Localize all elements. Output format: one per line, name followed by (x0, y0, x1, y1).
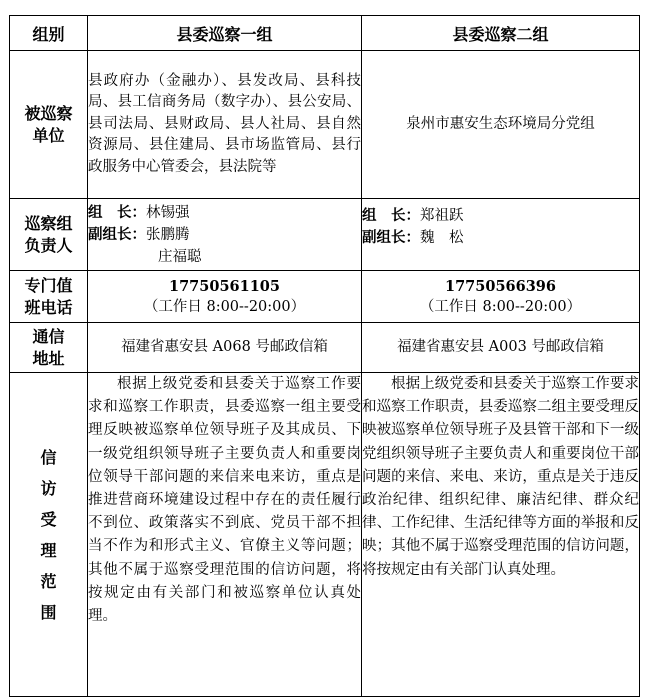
deputy-name-a-1: 张鹏腾 (146, 226, 190, 243)
scope-group-b: 根据上级党委和县委关于巡察工作要求和巡察工作职责，县委巡察二组主要受理反映被巡察单位领导班子及县管干部和下一级党组织领导班子主要负责人和重要岗位干部问题的来信、来电、来访，重点是关于违反政治纪律、组织纪律、廉洁纪律、群众纪律、工作纪律、生活纪律等方面的举报和反映；其他不属于巡察受理范围的信访问题，将按规定由有关部门认真处理。 (362, 373, 640, 697)
inspected-units-label-text: 被巡察单位 (24, 103, 73, 145)
address-row (10, 323, 640, 373)
hotline-row (10, 271, 640, 323)
scope-group-a: 根据上级党委和县委关于巡察工作要求和巡察工作职责，县委巡察一组主要受理反映被巡察单位领导班子及其成员、下一级党组织领导班子主要负责人和重要岗位领导干部问题的来信来电来访，重点是推进营商环境建设过程中存在的责任履行不到位、政策落实不到底、党员干部不担当不作为和形式主义、官僚主义等问题；其他不属于巡察受理范围的信访问题，将按规定由有关部门和被巡察单位认真处理。 (88, 373, 362, 697)
scope-label-text: 信访受理范围 (40, 447, 57, 622)
leader-role-b: 组 长： (362, 208, 420, 224)
leaders-label-text: 巡察组负责人 (24, 213, 73, 255)
address-group-a: 福建省惠安县 A068 号邮政信箱 (88, 323, 362, 373)
deputy-name-b-1: 魏 松 (420, 230, 464, 246)
leader-role-a: 组 长： (88, 204, 146, 221)
deputy-line-a (88, 224, 361, 246)
hotline-group-b (362, 271, 640, 323)
inspection-info-table (9, 15, 640, 697)
header-group-label: 组别 (10, 16, 88, 51)
leader-line-b (362, 205, 639, 227)
deputy-line-b (362, 227, 639, 249)
header-group-b: 县委巡察二组 (362, 16, 640, 51)
inspected-units-label (10, 51, 88, 199)
deputy-role-b: 副组长： (362, 230, 420, 246)
leaders-row (10, 199, 640, 271)
hotline-hours-b: （工作日 8:00--20:00） (419, 298, 582, 315)
inspected-units-row (10, 51, 640, 199)
deputy-name-a-2: 庄福聪 (158, 248, 202, 265)
leaders-group-b (362, 199, 640, 271)
hotline-group-a (88, 271, 362, 323)
scope-label (10, 373, 88, 697)
leader-line-a (88, 202, 361, 224)
inspected-units-group-a: 县政府办（金融办）、县发改局、县科技局、县工信商务局（数字办）、县公安局、县司法局、县财政局、县人社局、县自然资源局、县住建局、县市场监管局、县行政服务中心管委会，县法院等 (88, 51, 362, 199)
deputy-line-a-2 (88, 246, 361, 268)
address-group-b: 福建省惠安县 A003 号邮政信箱 (362, 323, 640, 373)
hotline-hours-a: （工作日 8:00--20:00） (143, 298, 306, 315)
leader-name-a: 林锡强 (146, 204, 190, 221)
scope-row (10, 373, 640, 697)
hotline-number-b: 17750566396 (445, 277, 556, 295)
leader-name-b: 郑祖跃 (420, 208, 464, 224)
leaders-label (10, 199, 88, 271)
header-row (10, 16, 640, 51)
header-group-a: 县委巡察一组 (88, 16, 362, 51)
deputy-role-a: 副组长： (88, 226, 146, 243)
hotline-label-text: 专门值班电话 (24, 275, 73, 317)
inspected-units-group-b: 泉州市惠安生态环境局分党组 (362, 51, 640, 199)
hotline-label (10, 271, 88, 323)
hotline-number-a: 17750561105 (169, 277, 280, 295)
address-label (10, 323, 88, 373)
leaders-group-a (88, 199, 362, 271)
address-label-text: 通信地址 (32, 326, 65, 368)
